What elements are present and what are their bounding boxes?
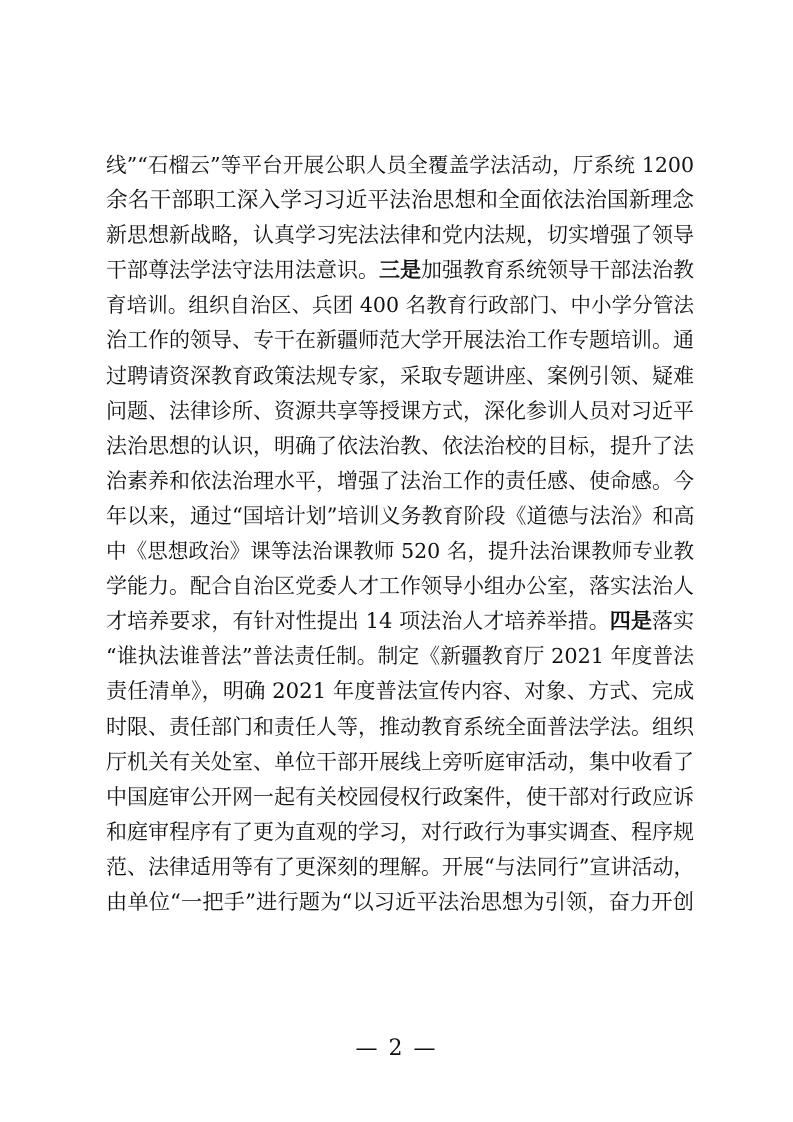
text-segment: 厅机关有关处室、单位干部开展线上旁听庭审活动，集中收看了 [106, 749, 694, 774]
text-segment: 治工作的领导、专干在新疆师范大学开展法治工作专题培训。通 [106, 328, 694, 353]
text-line [106, 359, 694, 394]
text-segment: 时限、责任部门和责任人等，推动教育系统全面普法学法。组织 [106, 714, 694, 739]
text-line [106, 464, 694, 499]
text-segment: 新思想新战略，认真学习宪法法律和党内法规，切实增强了领导 [106, 223, 694, 248]
text-line [106, 253, 694, 288]
text-segment: 年以来，通过“国培计划”培训义务教育阶段《道德与法治》和高 [106, 503, 694, 528]
text-segment: 过聘请资深教育政策法规专家，采取专题讲座、案例引领、疑难 [106, 363, 694, 388]
text-segment: 余名干部职工深入学习习近平法治思想和全面依法治国新理念 [106, 188, 694, 214]
emphasis-lead: 三是 [379, 258, 421, 283]
text-line [106, 885, 694, 920]
text-line [106, 815, 694, 850]
emphasis-lead: 四是 [609, 609, 652, 634]
text-line [106, 323, 694, 358]
text-segment: 育培训。组织自治区、兵团 400 名教育行政部门、中小学分管法 [106, 293, 694, 318]
text-segment: 中《思想政治》课等法治课教师 520 名，提升法治课教师专业教 [106, 539, 694, 564]
text-segment: 加强教育系统领导干部法治教 [421, 258, 694, 283]
text-segment: 和庭审程序有了更为直观的学习，对行政行为事实调查、程序规 [106, 819, 694, 844]
text-line [106, 604, 694, 639]
text-segment: 由单位“一把手”进行题为“以习近平法治思想为引领，奋力开创 [106, 889, 694, 915]
text-line [106, 183, 694, 218]
text-segment: 线”“石榴云”等平台开展公职人员全覆盖学法活动，厅系统 1200 [106, 153, 694, 177]
text-line [106, 639, 694, 674]
text-line [106, 429, 694, 464]
text-segment: 才培养要求，有针对性提出 14 项法治人才培养举措。 [106, 609, 610, 634]
text-line [106, 394, 694, 429]
text-line [106, 148, 694, 183]
text-segment: 范、法律适用等有了更深刻的理解。开展“与法同行”宣讲活动， [106, 854, 694, 879]
text-line [106, 534, 694, 569]
text-segment: “谁执法谁普法”普法责任制。制定《新疆教育厅 2021 年度普法 [106, 644, 694, 669]
page-number: — 2 — [355, 1036, 438, 1061]
body-text [106, 148, 694, 920]
text-line [106, 745, 694, 780]
text-line [106, 674, 694, 709]
text-segment: 法治思想的认识，明确了依法治教、依法治校的目标，提升了法 [106, 433, 694, 458]
text-segment: 中国庭审公开网一起有关校园侵权行政案件，使干部对行政应诉 [106, 784, 694, 809]
text-segment: 责任清单》，明确 2021 年度普法宣传内容、对象、方式、完成 [106, 679, 694, 705]
text-line [106, 218, 694, 253]
text-line [106, 499, 694, 534]
text-segment: 问题、法律诊所、资源共享等授课方式，深化参训人员对习近平 [106, 398, 694, 423]
text-segment: 学能力。配合自治区党委人才工作领导小组办公室，落实法治人 [106, 574, 694, 599]
text-line [106, 780, 694, 815]
text-segment: 干部尊法学法守法用法意识。 [106, 258, 379, 283]
text-segment: 落实 [651, 609, 694, 634]
text-line [106, 569, 694, 604]
text-segment: 治素养和依法治理水平，增强了法治工作的责任感、使命感。今 [106, 468, 694, 493]
text-line [106, 288, 694, 323]
text-line [106, 710, 694, 745]
text-line [106, 850, 694, 885]
